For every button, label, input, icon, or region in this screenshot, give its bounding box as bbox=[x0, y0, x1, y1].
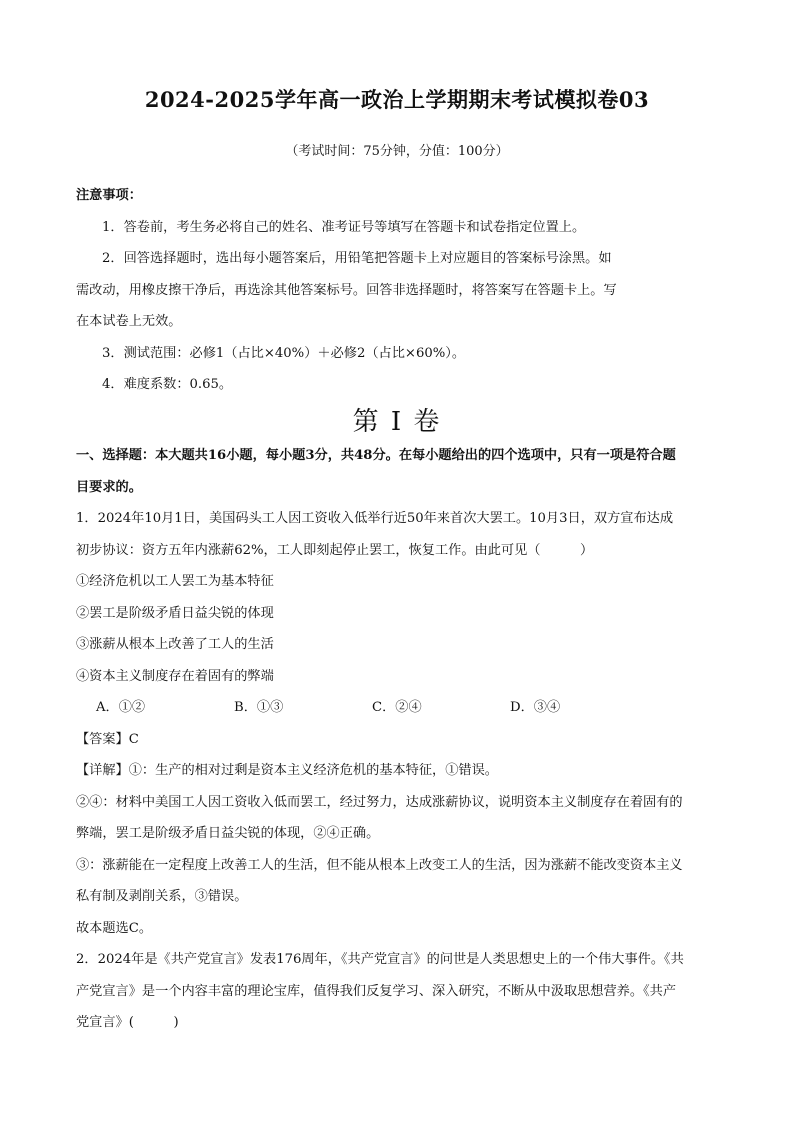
q1-option-a: A．①② bbox=[96, 700, 146, 715]
q1-detail: 私有制及剥削关系，③错误。 bbox=[76, 889, 248, 904]
q2-stem: 产党宣言》是一个内容丰富的理论宝库，值得我们反复学习、深入研究，不断从中汲取思想营养。《共产 bbox=[76, 983, 677, 999]
exam-subtitle: （考试时间：75分钟，分值：100分） bbox=[285, 144, 509, 159]
q1-item: ④资本主义制度存在着固有的弊端 bbox=[76, 668, 274, 684]
q1-answer: 【答案】C bbox=[76, 731, 139, 747]
q1-stem: 初步协议：资方五年内涨薪62%，工人即刻起停止罢工，恢复工作。由此可见（ ） bbox=[76, 542, 594, 558]
q1-option-d: D．③④ bbox=[510, 700, 561, 715]
q1-detail: 【详解】①：生产的相对过剩是资本主义经济危机的基本特征，①错误。 bbox=[76, 763, 498, 778]
part-one-instructions: 目要求的。 bbox=[76, 479, 142, 495]
notice-line: 1．答卷前，考生务必将自己的姓名、准考证号等填写在答题卡和试卷指定位置上。 bbox=[102, 219, 586, 235]
notice-heading: 注意事项： bbox=[76, 188, 142, 203]
question-area bbox=[76, 440, 720, 1039]
q1-option-b: B．①③ bbox=[234, 700, 284, 715]
q1-option-c: C．②④ bbox=[372, 700, 422, 715]
notice-line: 需改动，用橡皮擦干净后，再选涂其他答案标号。回答非选择题时，将答案写在答题卡上。写 bbox=[76, 282, 617, 298]
q1-detail: ②④：材料中美国工人因工资收入低而罢工，经过努力，达成涨薪协议，说明资本主义制度存在着固有的 bbox=[76, 794, 683, 810]
q1-stem: 1．2024年10月1日，美国码头工人因工资收入低举行近50年来首次大罢工。10月3日，双方宣布达成 bbox=[76, 511, 674, 526]
notice-line: 3．测试范围：必修1（占比×40%）＋必修2（占比×60%）。 bbox=[102, 345, 466, 361]
q2-stem: 2．2024年是《共产党宣言》发表176周年，《共产党宣言》的问世是人类思想史上的一个伟大事件。《共 bbox=[76, 952, 684, 967]
q1-detail: ③：涨薪能在一定程度上改善工人的生活，但不能从根本上改变工人的生活，因为涨薪不能改变资本主义 bbox=[76, 857, 683, 873]
q1-detail: 故本题选C。 bbox=[76, 920, 153, 936]
notice-section bbox=[76, 180, 720, 401]
notice-line: 2．回答选择题时，选出每小题答案后，用铅笔把答题卡上对应题目的答案标号涂黑。如 bbox=[102, 251, 612, 266]
section-title: 第 I 卷 bbox=[352, 407, 442, 437]
q1-item: ①经济危机以工人罢工为基本特征 bbox=[76, 574, 274, 589]
notice-line: 4．难度系数：0.65。 bbox=[102, 377, 233, 392]
q1-item: ③涨薪从根本上改善了工人的生活 bbox=[76, 637, 274, 652]
q1-item: ②罢工是阶级矛盾日益尖锐的体现 bbox=[76, 605, 274, 621]
q1-options bbox=[76, 692, 720, 724]
part-one-instructions: 一、选择题：本大题共16小题，每小题3分，共48分。在每小题给出的四个选项中，只有一项是符合题 bbox=[76, 448, 676, 463]
notice-line: 在本试卷上无效。 bbox=[76, 314, 182, 329]
q1-detail: 弊端，罢工是阶级矛盾日益尖锐的体现，②④正确。 bbox=[76, 826, 380, 841]
q2-stem: 党宣言》( ) bbox=[76, 1015, 179, 1030]
exam-title: 2024-2025学年高一政治上学期期末考试模拟卷03 bbox=[144, 87, 650, 112]
